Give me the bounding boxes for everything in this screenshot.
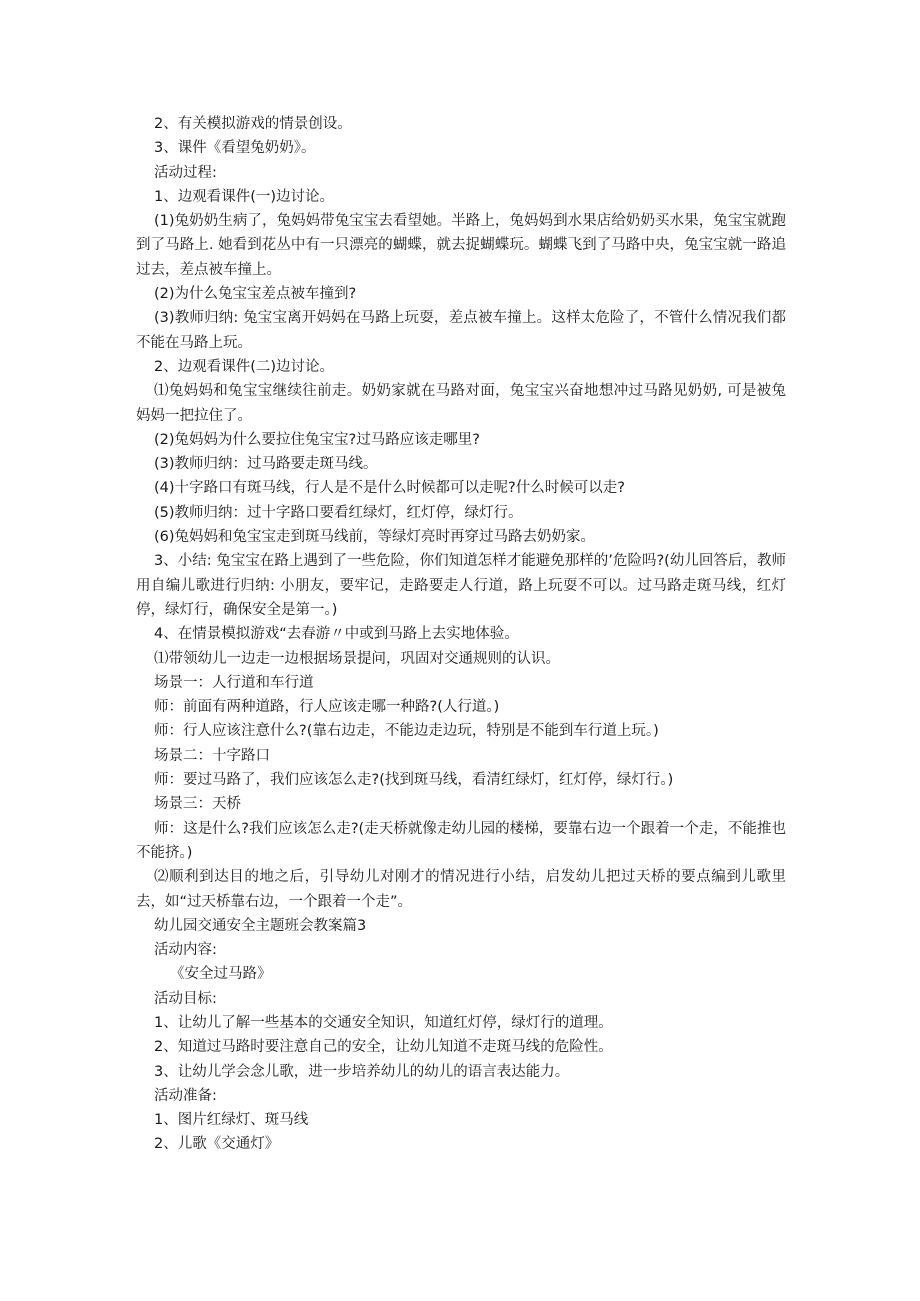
- paragraph: 师：这是什么?我们应该怎么走?(走天桥就像走幼儿园的楼梯，要靠右边一个跟着一个走，不能推也不能挤。): [136, 820, 786, 861]
- paragraph: (5)教师归纳：过十字路口要看红绿灯，红灯停，绿灯行。: [154, 504, 523, 521]
- paragraph: 活动内容:: [154, 942, 217, 959]
- paragraph: 4、在情景模拟游戏“去春游〃中或到马路上去实地体验。: [154, 626, 519, 643]
- paragraph: (1)兔奶奶生病了，兔妈妈带兔宝宝去看望她。半路上，兔妈妈到水果店给奶奶买水果，兔宝宝就跑到了马路上. 她看到花丛中有一只漂亮的蝴蝶，就去捉蝴蝶玩。蝴蝶飞到了马路中央，兔宝宝就一路追过去，差点被车撞上。: [136, 213, 786, 278]
- document-body: [136, 112, 786, 1157]
- paragraph: 2、边观看课件(二)边讨论。: [154, 358, 335, 375]
- paragraph: ⑴带领幼儿一边走一边根据场景提问，巩固对交通规则的认识。: [154, 650, 560, 667]
- paragraph: (4)十字路口有斑马线，行人是不是什么时候都可以走呢?什么时候可以走?: [154, 480, 625, 497]
- paragraph: 活动准备:: [154, 1087, 217, 1104]
- paragraph: 场景三：天桥: [154, 796, 241, 813]
- paragraph: 2、儿歌《交通灯》: [154, 1136, 280, 1153]
- paragraph: 1、边观看课件(一)边讨论。: [154, 188, 335, 205]
- paragraph: (3)教师归纳: 兔宝宝离开妈妈在马路上玩耍，差点被车撞上。这样太危险了，不管什么情况我们都不能在马路上玩。: [136, 310, 786, 351]
- paragraph: (6)兔妈妈和兔宝宝走到斑马线前，等绿灯亮时再穿过马路去奶奶家。: [154, 529, 596, 546]
- paragraph: 3、小结: 兔宝宝在路上遇到了一些危险，你们知道怎样才能避免那样的’危险吗?(幼儿回答后，教师用自编儿歌进行归纳: 小朋友，要牢记，走路要走人行道，路上玩耍不可以。过马路走斑马线，红灯停，绿灯行，确保安全是第一。): [136, 553, 786, 618]
- paragraph: ⑴兔妈妈和兔宝宝继续往前走。奶奶家就在马路对面，兔宝宝兴奋地想冲过马路见奶奶, 可是被兔妈妈一把拉住了。: [136, 383, 786, 424]
- paragraph: ⑵顺利到达目的地之后，引导幼儿对刚才的情况进行小结，启发幼儿把过天桥的要点编到儿歌里去，如“过天桥靠右边，一个跟着一个走”。: [136, 869, 786, 910]
- paragraph: 场景一：人行道和车行道: [154, 674, 314, 691]
- section-heading: 幼儿园交通安全主题班会教案篇3: [154, 917, 367, 934]
- paragraph: 师：前面有两种道路，行人应该走哪一种路?(人行道。): [154, 699, 500, 716]
- paragraph: (2)为什么兔宝宝差点被车撞到?: [154, 286, 357, 303]
- paragraph: (3)教师归纳：过马路要走斑马线。: [154, 456, 378, 473]
- paragraph: 活动过程:: [154, 164, 217, 181]
- paragraph: 师：要过马路了，我们应该怎么走?(找到斑马线，看清红绿灯，红灯停，绿灯行。): [154, 772, 674, 789]
- paragraph: (2)兔妈妈为什么要拉住兔宝宝?过马路应该走哪里?: [154, 431, 480, 448]
- paragraph: 2、知道过马路时要注意自己的安全，让幼儿知道不走斑马线的危险性。: [154, 1039, 613, 1056]
- paragraph: 师：行人应该注意什么?(靠右边走，不能边走边玩，特别是不能到车行道上玩。): [154, 723, 659, 740]
- paragraph: 场景二：十字路口: [154, 747, 270, 764]
- paragraph: 1、让幼儿了解一些基本的交通安全知识，知道红灯停，绿灯行的道理。: [154, 1014, 613, 1031]
- paragraph: 活动目标:: [154, 990, 217, 1007]
- paragraph: 3、让幼儿学会念儿歌，进一步培养幼儿的幼儿的语言表达能力。: [154, 1063, 570, 1080]
- paragraph: 《安全过马路》: [170, 966, 272, 983]
- paragraph: 2、有关模拟游戏的情景创设。: [154, 116, 352, 132]
- paragraph: 1、图片红绿灯、斑马线: [154, 1112, 309, 1129]
- paragraph: 3、课件《看望兔奶奶》。: [154, 140, 316, 157]
